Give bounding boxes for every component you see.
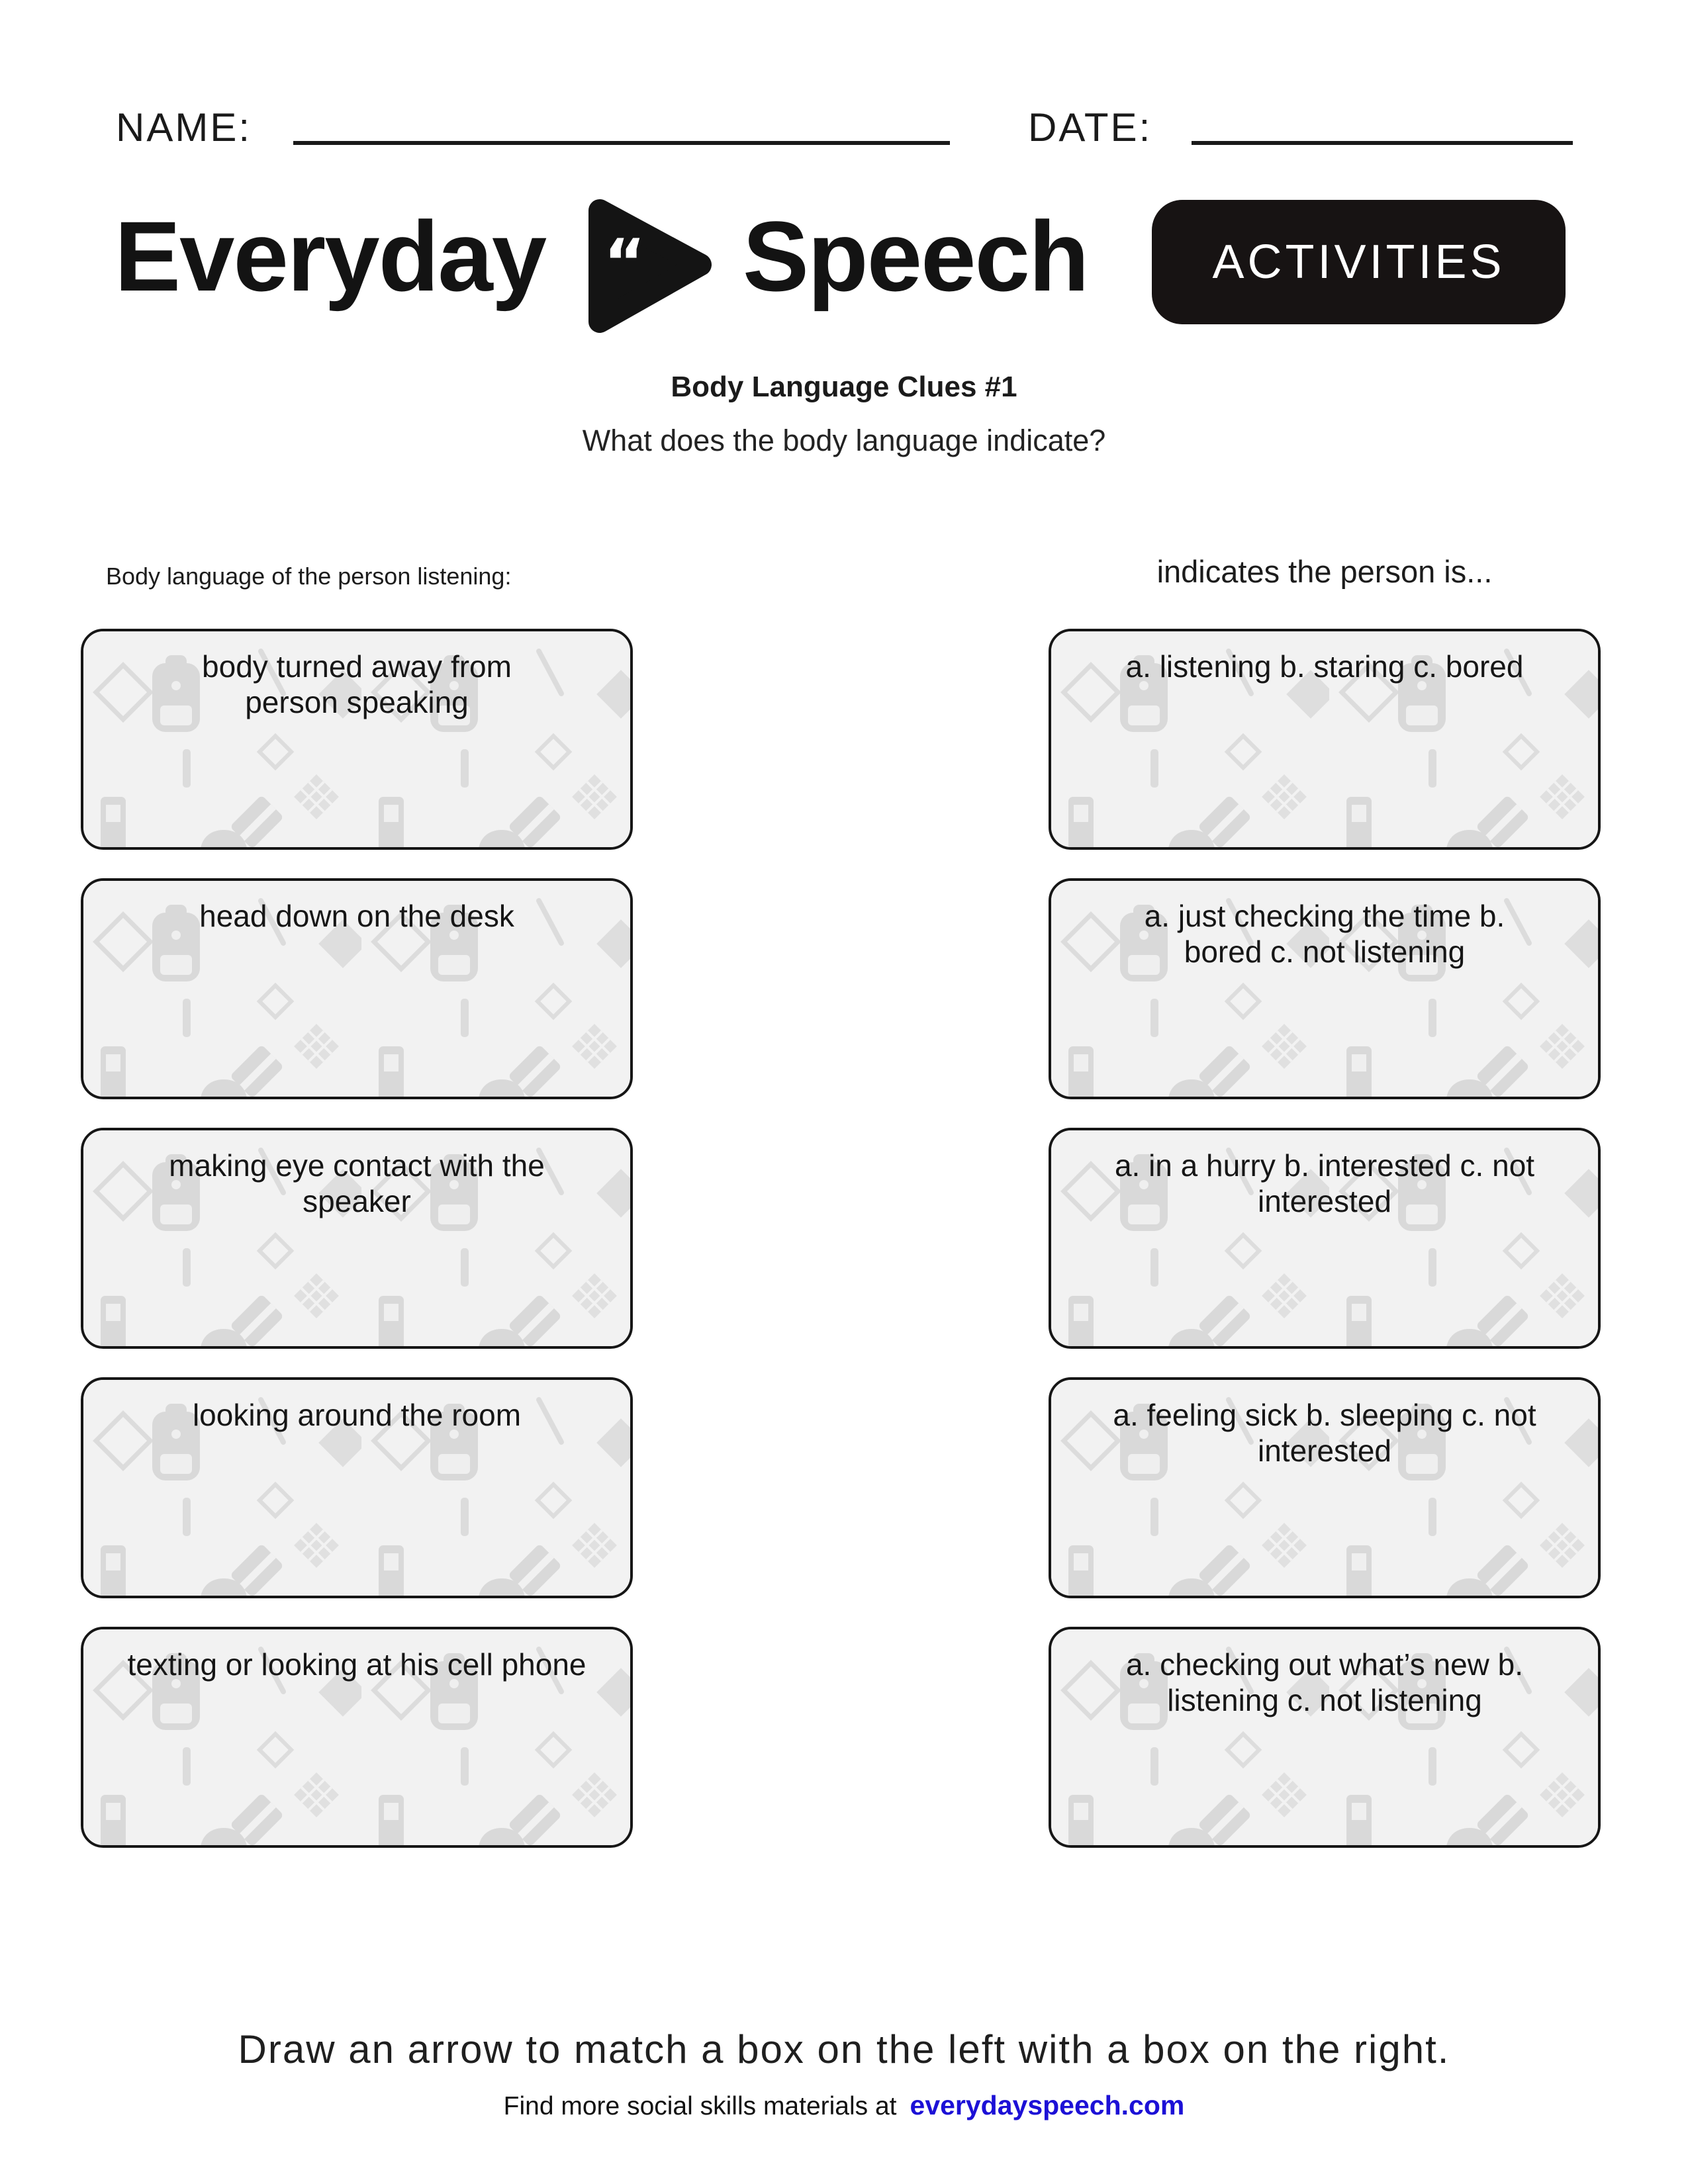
activities-badge [1152,200,1566,324]
left-box-3[interactable] [81,1128,633,1349]
logo-text-everyday: Everyday [115,201,546,312]
footer-link[interactable]: everydayspeech.com [910,2090,1185,2120]
left-box-2-text: head down on the desk [199,899,514,933]
right-box-4[interactable] [1049,1377,1601,1598]
name-label: NAME: [116,105,252,150]
right-box-1[interactable] [1049,629,1601,850]
right-box-3[interactable] [1049,1128,1601,1349]
left-box-5-text: texting or looking at his cell phone [127,1647,586,1682]
name-blank-line[interactable] [293,141,950,145]
svg-text:“: “ [604,226,646,300]
right-box-5[interactable] [1049,1627,1601,1848]
left-box-5[interactable] [81,1627,633,1848]
right-box-2[interactable] [1049,878,1601,1099]
left-box-4[interactable] [81,1377,633,1598]
date-label: DATE: [1028,105,1152,150]
right-box-2-text: a. just checking the time b. bored c. not listening [1144,899,1505,970]
right-box-5-text: a. checking out what’s new b. listening c. not listening [1125,1647,1524,1718]
left-box-4-text: looking around the room [192,1398,522,1432]
footer [0,2090,1688,2121]
worksheet-subtitle: What does the body language indicate? [582,424,1106,457]
left-box-2[interactable] [81,878,633,1099]
left-column-header: Body language of the person listening: [106,563,512,590]
logo-text-speech: Speech [743,201,1088,312]
activities-badge-label: ACTIVITIES [1212,236,1505,289]
right-column-header: indicates the person is... [1156,554,1493,589]
right-box-1-text: a. listening b. staring c. bored [1125,649,1524,684]
left-box-1-text: body turned away from person speaking [202,649,512,720]
date-blank-line[interactable] [1192,141,1573,145]
footer-text: Find more social skills materials at [503,2092,897,2120]
left-box-3-text: making eye contact with the speaker [169,1148,545,1219]
worksheet-title: Body Language Clues #1 [671,371,1017,403]
right-box-4-text: a. feeling sick b. sleeping c. not interested [1113,1398,1536,1469]
play-quote-icon [584,196,716,336]
right-box-3-text: a. in a hurry b. interested c. not interested [1114,1148,1535,1219]
instruction-text: Draw an arrow to match a box on the left with a box on the right. [238,2027,1450,2071]
left-box-1[interactable] [81,629,633,850]
